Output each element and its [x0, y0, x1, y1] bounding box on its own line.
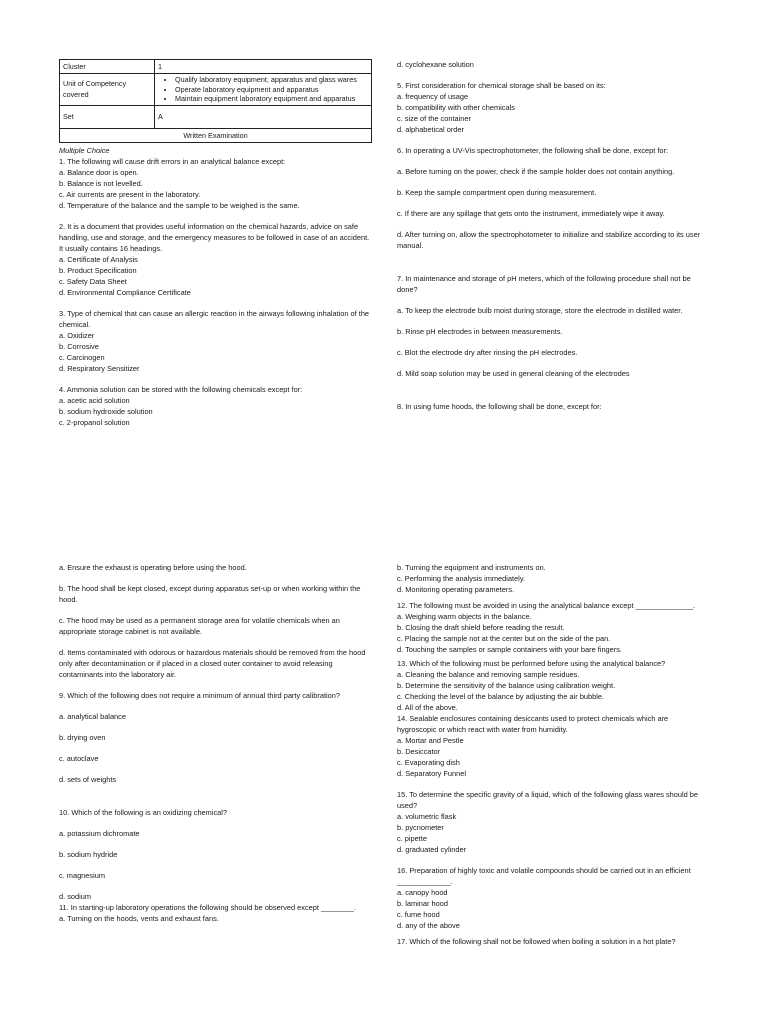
question-text: 16. Preparation of highly toxic and volatile compounds should be carried out in an efficient _____________. — [397, 866, 691, 886]
option: d. Respiratory Sensitizer — [59, 363, 140, 373]
question-text: 7. In maintenance and storage of pH meters, which of the following procedure shall not be done? — [397, 274, 691, 294]
option: b. Product Specification — [59, 265, 137, 275]
option: c. magnesium — [59, 871, 106, 880]
question-text: 5. First consideration for chemical storage shall be based on its: — [397, 81, 606, 90]
option: a. canopy hood — [397, 888, 448, 897]
option: b. Corrosive — [59, 341, 99, 351]
question-text: 3. Type of chemical that can cause an allergic reaction in the airways following inhalation of the chemical. — [59, 308, 370, 329]
question-3 — [59, 308, 371, 374]
option: d. sets of weights — [59, 775, 117, 784]
question-text: 2. It is a document that provides useful information on the chemical hazards, advice on safe handling, use and storage, and the emergency measures to be followed in case of an accident. It usually contains 16 headings. — [59, 221, 370, 253]
option: c. Carcinogen — [59, 352, 105, 362]
option: d. sodium — [59, 892, 92, 901]
question-7 — [397, 273, 709, 379]
option: b. Turning the equipment and instruments on. — [397, 563, 546, 572]
option: b. laminar hood — [397, 899, 448, 908]
option: b. Balance is not levelled. — [59, 178, 143, 188]
question-text: 12. The following must be avoided in using the analytical balance except ______________. — [397, 601, 696, 610]
set-value: A — [155, 105, 372, 128]
question-2 — [59, 221, 371, 298]
option: c. Performing the analysis immediately. — [397, 574, 526, 583]
option: b. sodium hydroxide solution — [59, 406, 153, 416]
question-text: 17. Which of the following shall not be followed when boiling a solution in a hot plate? — [397, 937, 676, 946]
question-13 — [397, 658, 709, 713]
option: d. cyclohexane solution — [397, 60, 474, 69]
uoc-label: Unit of Competency covered — [60, 74, 155, 106]
option: a. Certificate of Analysis — [59, 254, 138, 264]
cluster-label: Cluster — [60, 60, 155, 74]
set-label: Set — [60, 105, 155, 128]
option: c. pipette — [397, 834, 427, 843]
exam-info-table — [59, 59, 372, 143]
question-1 — [59, 156, 371, 211]
cluster-value: 1 — [155, 60, 372, 74]
question-10 — [59, 807, 371, 902]
option: d. any of the above — [397, 921, 460, 930]
option: a. Balance door is open. — [59, 167, 139, 177]
question-text: 14. Sealable enclosures containing desiccants used to protect chemicals which are hygroscopic or which react with water from humidity. — [397, 714, 669, 734]
option: b. Desiccator — [397, 747, 441, 756]
question-text: 4. Ammonia solution can be stored with the following chemicals except for: — [59, 384, 303, 394]
question-text: 10. Which of the following is an oxidizing chemical? — [59, 808, 228, 817]
option: c. The hood may be used as a permanent storage area for volatile chemicals when an appropriate storage cabinet is not available. — [59, 616, 340, 636]
question-12 — [397, 600, 709, 655]
option: c. Evaporating dish — [397, 758, 460, 767]
option: d. Items contaminated with odorous or hazardous materials should be removed from the hood only after decontamination or if placed in a closed outer container to avoid releasing contaminants into the laboratory air. — [59, 648, 366, 679]
question-text: 1. The following will cause drift errors in an analytical balance except: — [59, 156, 286, 166]
option: b. Determine the sensitivity of the balance using calibration weight. — [397, 681, 616, 690]
option: c. Air currents are present in the laboratory. — [59, 189, 201, 199]
option: d. Mild soap solution may be used in general cleaning of the electrodes — [397, 369, 630, 378]
question-text: 15. To determine the specific gravity of a liquid, which of the following glass wares should be used? — [397, 790, 698, 810]
question-5 — [397, 80, 709, 135]
option: a. potassium dichromate — [59, 829, 140, 838]
question-15 — [397, 789, 709, 855]
option: c. Blot the electrode dry after rinsing the pH electrodes. — [397, 348, 578, 357]
question-text: 8. In using fume hoods, the following shall be done, except for: — [397, 402, 602, 411]
option: c. 2-propanol solution — [59, 417, 130, 427]
question-text: 11. In starting-up laboratory operations the following should be observed except ________. — [59, 903, 356, 912]
option: d. alphabetical order — [397, 125, 464, 134]
option: b. pycnometer — [397, 823, 444, 832]
option: d. After turning on, allow the spectrophotometer to initialize and stabilize according to its user manual. — [397, 230, 701, 250]
option: a. frequency of usage — [397, 92, 469, 101]
option: a. Oxidizer — [59, 330, 95, 340]
option: d. Monitoring operating parameters. — [397, 585, 515, 594]
section-title: Multiple Choice — [59, 145, 110, 155]
option: c. Placing the sample not at the center but on the side of the pan. — [397, 634, 611, 643]
option: a. Cleaning the balance and removing sample residues. — [397, 670, 580, 679]
question-text: 9. Which of the following does not require a minimum of annual third party calibration? — [59, 691, 340, 700]
question-4 — [59, 384, 371, 428]
question-text: 13. Which of the following must be performed before using the analytical balance? — [397, 659, 666, 668]
question-8-options — [59, 562, 371, 680]
exam-title: Written Examination — [60, 128, 372, 142]
option: b. The hood shall be kept closed, except during apparatus set-up or when working within the hood. — [59, 584, 361, 604]
option: a. Weighing warm objects in the balance. — [397, 612, 532, 621]
question-6 — [397, 145, 709, 251]
option: c. autoclave — [59, 754, 99, 763]
option: b. Closing the draft shield before reading the result. — [397, 623, 565, 632]
uoc-item: • Maintain equipment laboratory equipment and apparatus — [175, 94, 368, 104]
question-text: 6. In operating a UV-Vis spectrophotometer, the following shall be done, except for: — [397, 146, 669, 155]
option: a. Ensure the exhaust is operating before using the hood. — [59, 563, 247, 572]
right-column-top — [397, 59, 709, 412]
option: a. Turning on the hoods, vents and exhaust fans. — [59, 914, 219, 923]
option: d. Temperature of the balance and the sample to be weighed is the same. — [59, 200, 300, 210]
right-column-bottom — [397, 562, 709, 947]
option: d. Environmental Compliance Certificate — [59, 287, 191, 297]
option: a. Mortar and Pestle — [397, 736, 464, 745]
uoc-item: • Operate laboratory equipment and apparatus — [175, 85, 368, 95]
uoc-item: • Qualify laboratory equipment, apparatus and glass wares — [175, 75, 368, 85]
question-11-continued — [397, 562, 709, 595]
uoc-list-cell — [155, 74, 372, 106]
question-16 — [397, 865, 709, 931]
option: b. compatibility with other chemicals — [397, 103, 515, 112]
option: d. graduated cylinder — [397, 845, 467, 854]
option: c. size of the container — [397, 114, 471, 123]
option: a. analytical balance — [59, 712, 126, 721]
option: d. All of the above. — [397, 703, 458, 712]
option: d. Touching the samples or sample containers with your bare fingers. — [397, 645, 622, 654]
option: c. Checking the level of the balance by adjusting the air bubble. — [397, 692, 605, 701]
option: c. Safety Data Sheet — [59, 276, 127, 286]
option: a. volumetric flask — [397, 812, 457, 821]
option: a. Before turning on the power, check if the sample holder does not contain anything. — [397, 167, 675, 176]
question-8 — [397, 401, 709, 412]
question-14 — [397, 713, 709, 779]
option: b. drying oven — [59, 733, 106, 742]
option: a. acetic acid solution — [59, 395, 130, 405]
question-11 — [59, 902, 371, 924]
option: a. To keep the electrode bulb moist during storage, store the electrode in distilled water. — [397, 306, 683, 315]
option: b. Rinse pH electrodes in between measurements. — [397, 327, 563, 336]
question-9 — [59, 690, 371, 785]
left-column-top — [59, 59, 371, 428]
option: b. Keep the sample compartment open during measurement. — [397, 188, 597, 197]
option: d. Separatory Funnel — [397, 769, 467, 778]
option: b. sodium hydride — [59, 850, 118, 859]
option: c. If there are any spillage that gets onto the instrument, immediately wipe it away. — [397, 209, 665, 218]
option: c. fume hood — [397, 910, 440, 919]
question-17 — [397, 936, 709, 947]
left-column-bottom — [59, 562, 371, 924]
